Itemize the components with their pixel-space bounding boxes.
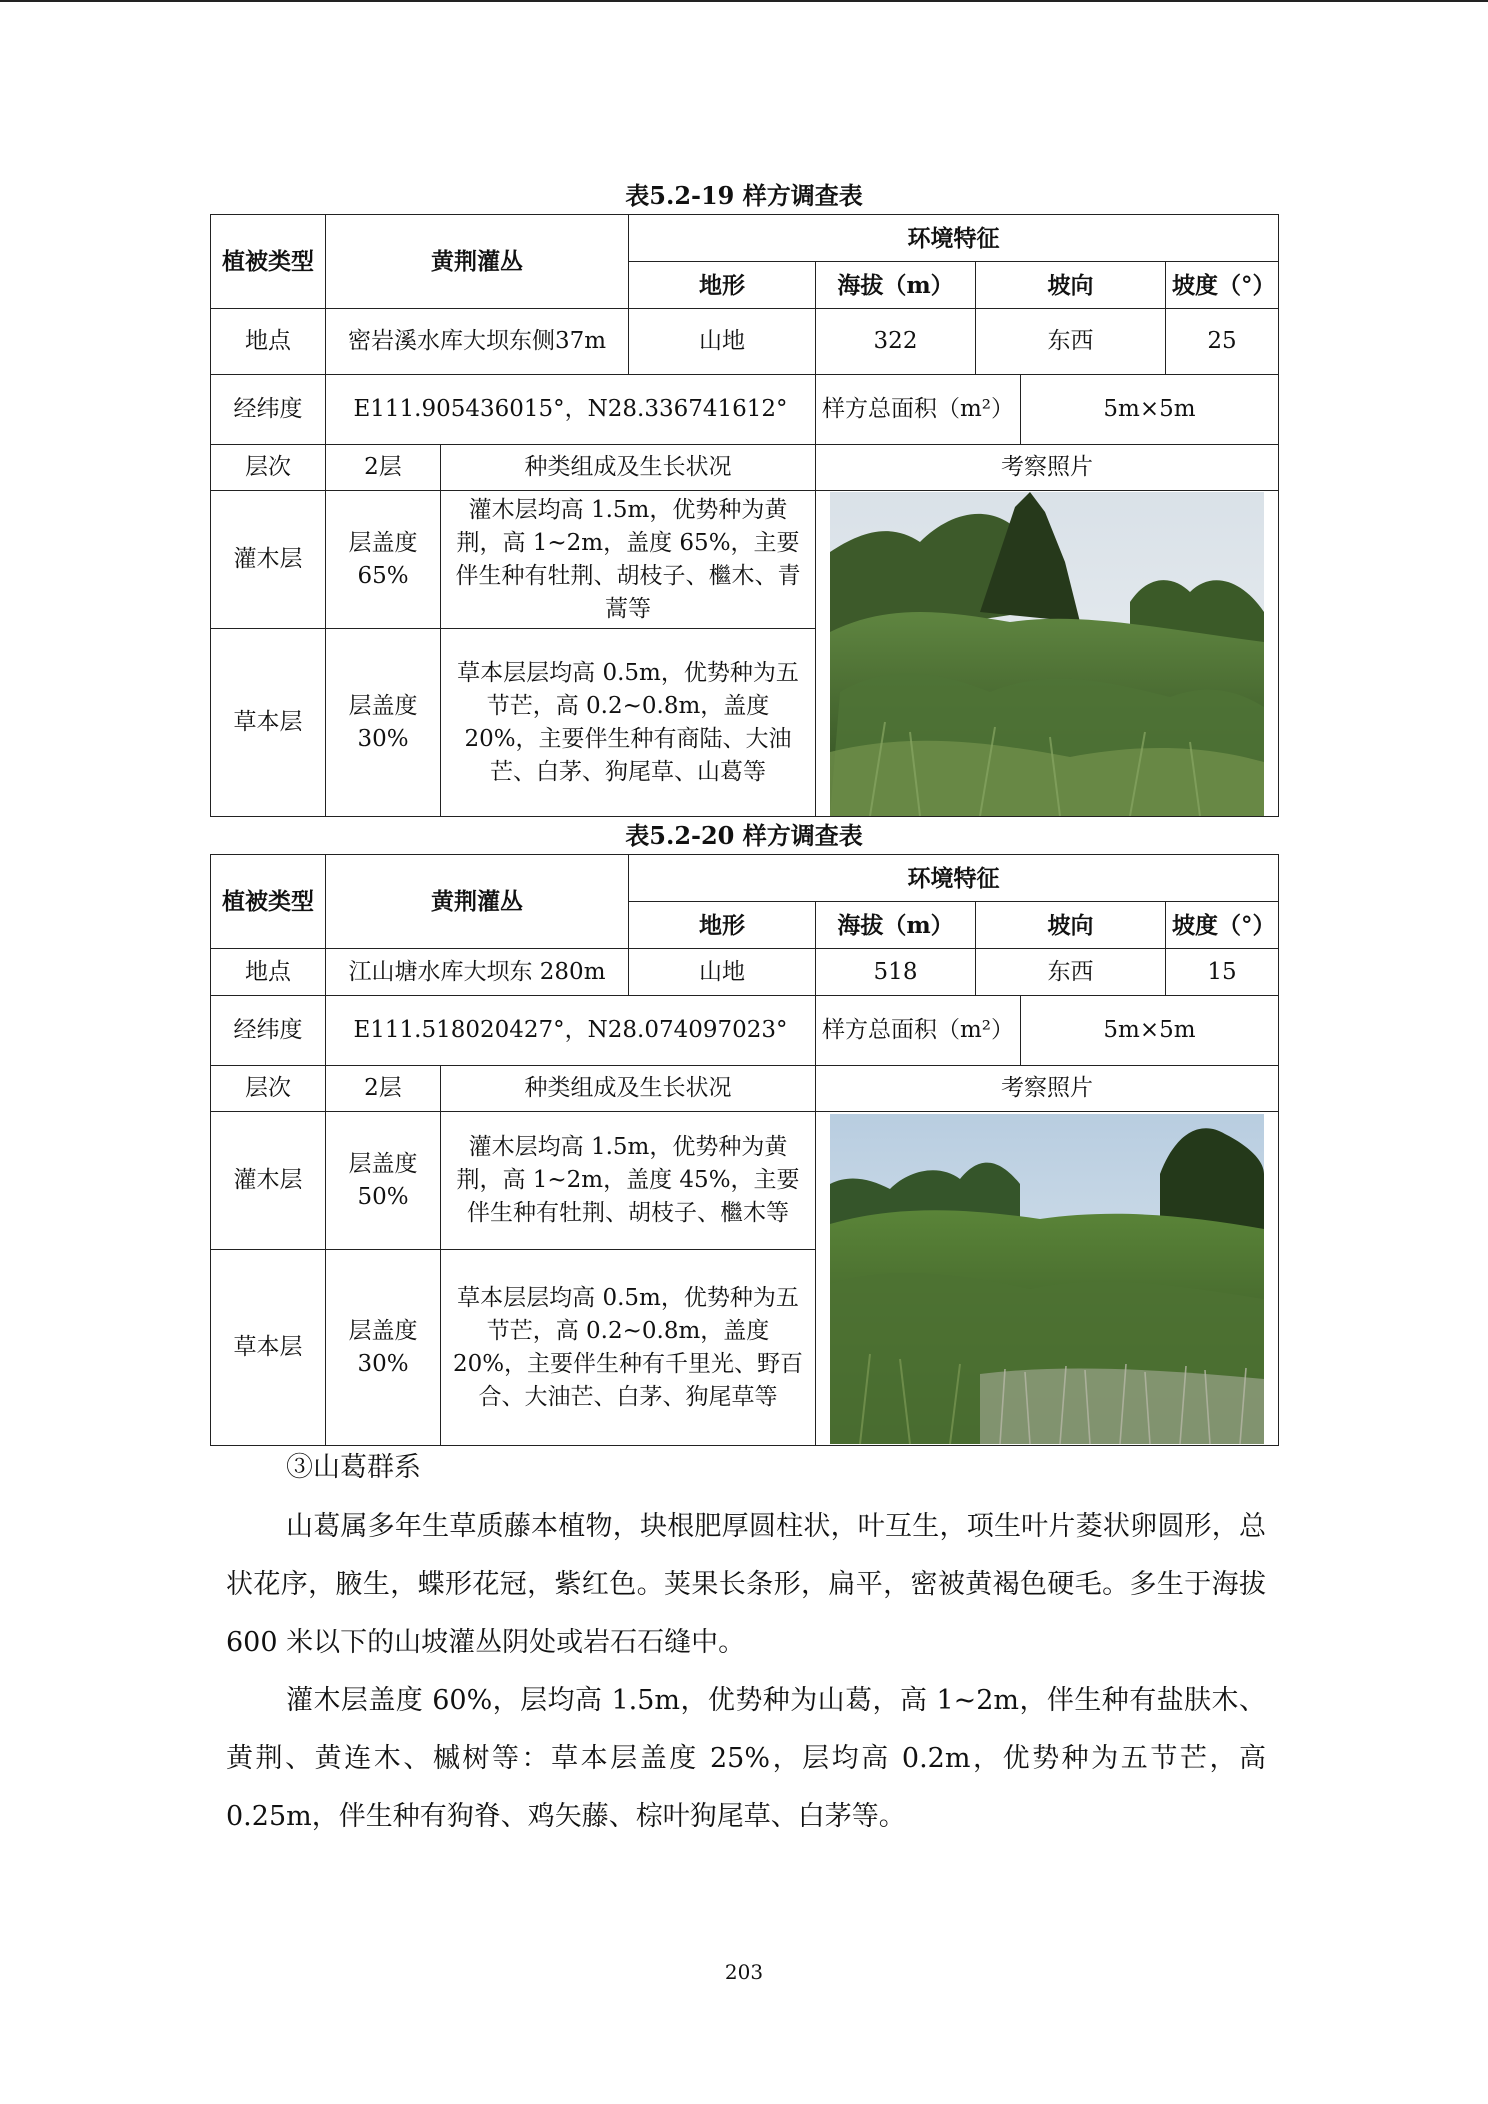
table-caption-2: 表5.2-20 样方调查表 — [625, 821, 863, 850]
section-body — [226, 1498, 1266, 1846]
slope-value: 15 — [1166, 949, 1279, 996]
survey-photo-cell-2 — [816, 1112, 1279, 1446]
aspect-value: 东西 — [976, 309, 1166, 375]
slope-value: 25 — [1166, 309, 1279, 375]
col-altitude: 海拔（m） — [816, 902, 976, 949]
env-header: 环境特征 — [629, 855, 1279, 902]
coord-label: 经纬度 — [211, 996, 326, 1066]
paragraph-1: 山葛属多年生草质藤本植物，块根肥厚圆柱状，叶互生，项生叶片菱状卵圆形，总状花序，腋生，蝶形花冠，紫红色。荚果长条形，扁平，密被黄褐色硬毛。多生于海拔 600 米以下的山坡灌丛阴处或岩石石缝中。 — [226, 1511, 1266, 1658]
photo-label: 考察照片 — [816, 445, 1279, 491]
photo-label: 考察照片 — [816, 1066, 1279, 1112]
altitude-value: 322 — [816, 309, 976, 375]
col-terrain: 地形 — [629, 902, 816, 949]
coord-value: E111.518020427°，N28.074097023° — [326, 996, 816, 1066]
herb-layer-label: 草本层 — [211, 1250, 326, 1446]
shrub-layer-label: 灌木层 — [211, 491, 326, 629]
layer-count: 2层 — [326, 445, 441, 491]
env-header: 环境特征 — [629, 215, 1279, 262]
coord-value: E111.905436015°，N28.336741612° — [326, 375, 816, 445]
paragraph-2: 灌木层盖度 60%，层均高 1.5m，优势种为山葛，高 1~2m，伴生种有盐肤木、黄荆、黄连木、槭树等：草本层盖度 25%，层均高 0.2m，优势种为五节芒，高 0.25m，伴生种有狗脊、鸡矢藤、棕叶狗尾草、白茅等。 — [226, 1685, 1266, 1832]
shrub-description: 灌木层均高 1.5m，优势种为黄荆，高 1~2m，盖度 45%，主要伴生种有牡荆、胡枝子、檵木等 — [441, 1112, 816, 1250]
survey-photo-1 — [830, 492, 1264, 816]
veg-type-label: 植被类型 — [211, 855, 326, 949]
shrub-cover: 层盖度65% — [326, 491, 441, 629]
col-slope: 坡度（°） — [1166, 902, 1279, 949]
composition-label: 种类组成及生长状况 — [441, 1066, 816, 1112]
col-aspect: 坡向 — [976, 262, 1166, 309]
survey-table-2 — [210, 854, 1279, 1446]
herb-cover: 层盖度30% — [326, 629, 441, 817]
page-number: 203 — [724, 1960, 764, 1984]
herb-layer-label: 草本层 — [211, 629, 326, 817]
area-value: 5m×5m — [1021, 375, 1279, 445]
terrain-value: 山地 — [629, 949, 816, 996]
col-slope: 坡度（°） — [1166, 262, 1279, 309]
survey-photo-cell-1 — [816, 491, 1279, 817]
aspect-value: 东西 — [976, 949, 1166, 996]
location-label: 地点 — [211, 309, 326, 375]
composition-label: 种类组成及生长状况 — [441, 445, 816, 491]
location-label: 地点 — [211, 949, 326, 996]
col-altitude: 海拔（m） — [816, 262, 976, 309]
coord-label: 经纬度 — [211, 375, 326, 445]
area-label: 样方总面积（m²） — [816, 375, 1021, 445]
location-value: 江山塘水库大坝东 280m — [326, 949, 629, 996]
terrain-value: 山地 — [629, 309, 816, 375]
section-heading: ③山葛群系 — [286, 1452, 421, 1483]
layer-label: 层次 — [211, 1066, 326, 1112]
veg-type-label: 植被类型 — [211, 215, 326, 309]
col-terrain: 地形 — [629, 262, 816, 309]
layer-count: 2层 — [326, 1066, 441, 1112]
survey-table-1 — [210, 214, 1279, 817]
herb-description: 草本层层均高 0.5m，优势种为五节芒，高 0.2~0.8m，盖度 20%，主要伴生种有商陆、大油芒、白茅、狗尾草、山葛等 — [441, 629, 816, 817]
area-value: 5m×5m — [1021, 996, 1279, 1066]
herb-description: 草本层层均高 0.5m，优势种为五节芒，高 0.2~0.8m，盖度 20%，主要伴生种有千里光、野百合、大油芒、白茅、狗尾草等 — [441, 1250, 816, 1446]
survey-photo-2 — [830, 1114, 1264, 1444]
herb-cover: 层盖度30% — [326, 1250, 441, 1446]
table-caption-1: 表5.2-19 样方调查表 — [625, 181, 863, 210]
veg-type-value: 黄荆灌丛 — [326, 855, 629, 949]
shrub-cover: 层盖度50% — [326, 1112, 441, 1250]
col-aspect: 坡向 — [976, 902, 1166, 949]
shrub-description: 灌木层均高 1.5m，优势种为黄荆，高 1~2m，盖度 65%，主要伴生种有牡荆、胡枝子、檵木、青蒿等 — [441, 491, 816, 629]
page-top-rule — [0, 0, 1488, 2]
veg-type-value: 黄荆灌丛 — [326, 215, 629, 309]
altitude-value: 518 — [816, 949, 976, 996]
layer-label: 层次 — [211, 445, 326, 491]
area-label: 样方总面积（m²） — [816, 996, 1021, 1066]
location-value: 密岩溪水库大坝东侧37m — [326, 309, 629, 375]
shrub-layer-label: 灌木层 — [211, 1112, 326, 1250]
